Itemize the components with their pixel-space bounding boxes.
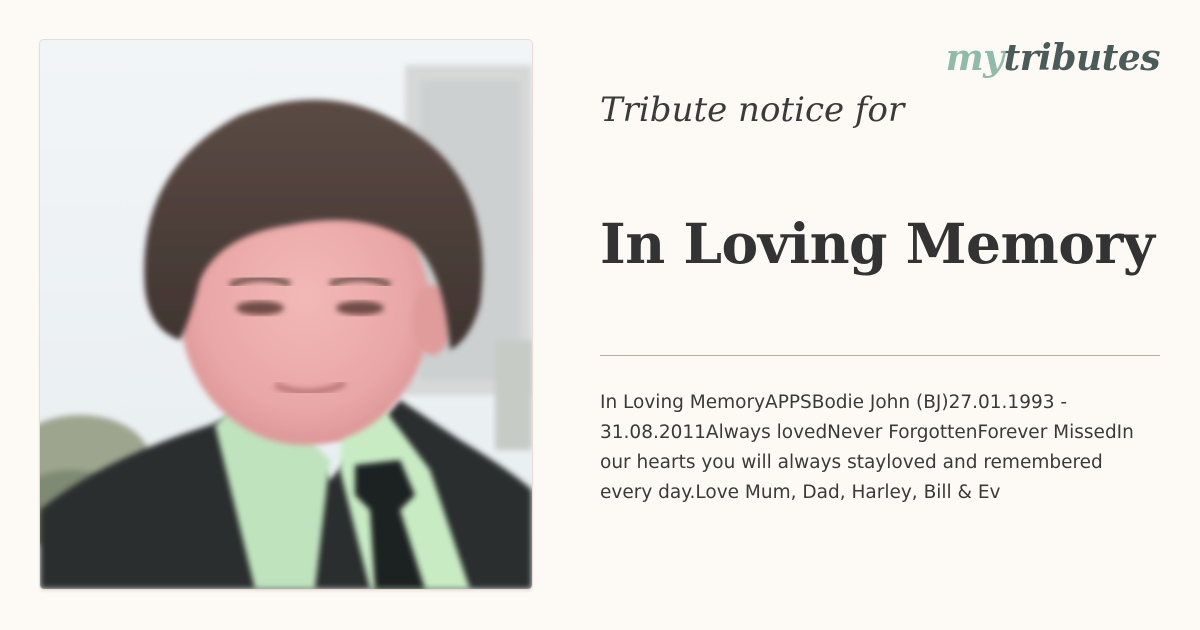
tribute-photo [40,40,532,589]
mytributes-logo[interactable] [945,37,1160,79]
tribute-message: In Loving MemoryAPPSBodie John (BJ)27.01.1993 - 31.08.2011Always lovedNever ForgottenForever MissedIn our hearts you will always stayloved and remembered every day.Love Mum, Dad, Harley, Bill & Ev [600,392,1134,503]
divider [600,355,1160,356]
logo-suffix: tributes [1003,37,1160,79]
notice-label: Tribute notice for [600,90,905,130]
memorial-title: In Loving Memory [600,211,1155,276]
logo-prefix: my [945,37,1004,79]
portrait-image [40,40,532,589]
